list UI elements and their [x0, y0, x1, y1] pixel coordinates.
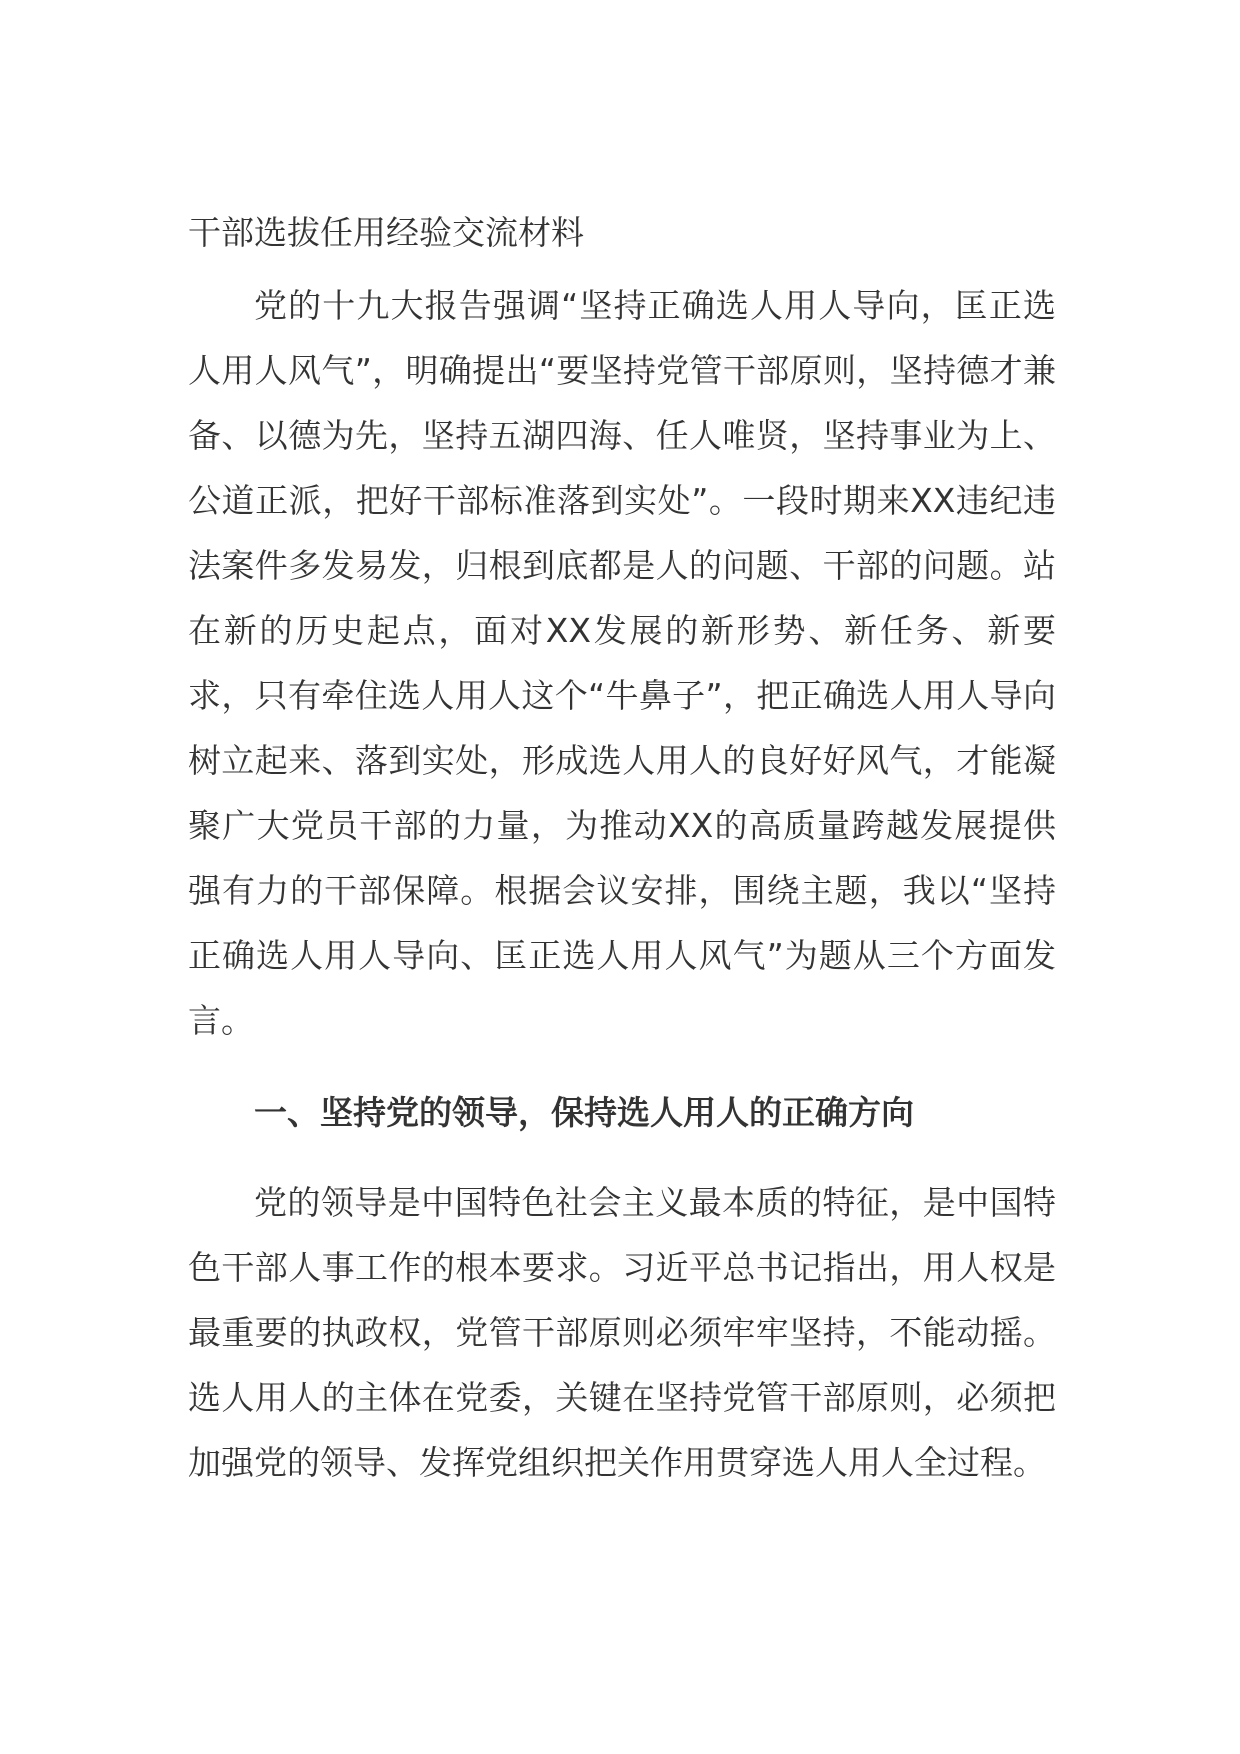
section-1-paragraph: 党的领导是中国特色社会主义最本质的特征，是中国特色干部人事工作的根本要求。习近平总书记指出，用人权是最重要的执政权，党管干部原则必须牢牢坚持，不能动摇。选人用人的主体在党委，关键在坚持党管干部原则，必须把加强党的领导、发挥党组织把关作用贯穿选人用人全过程。	[188, 1183, 1056, 1482]
section-heading-1: 一、坚持党的领导，保持选人用人的正确方向	[254, 1093, 914, 1132]
intro-paragraph: 党的十九大报告强调“坚持正确选人用人导向，匡正选人用人风气”，明确提出“要坚持党管干部原则，坚持德才兼备、以德为先，坚持五湖四海、任人唯贤，坚持事业为上、公道正派，把好干部标准落到实处”。一段时期来XX违纪违法案件多发易发，归根到底都是人的问题、干部的问题。站在新的历史起点，面对XX发展的新形势、新任务、新要求，只有牵住选人用人这个“牛鼻子”，把正确选人用人导向树立起来、落到实处，形成选人用人的良好好风气，才能凝聚广大党员干部的力量，为推动XX的高质量跨越发展提供强有力的干部保障。根据会议安排，围绕主题，我以“坚持正确选人用人导向、匡正选人用人风气”为题从三个方面发言。	[188, 286, 1056, 1040]
document-title: 干部选拔任用经验交流材料	[188, 213, 584, 252]
document-page	[188, 200, 1056, 1495]
